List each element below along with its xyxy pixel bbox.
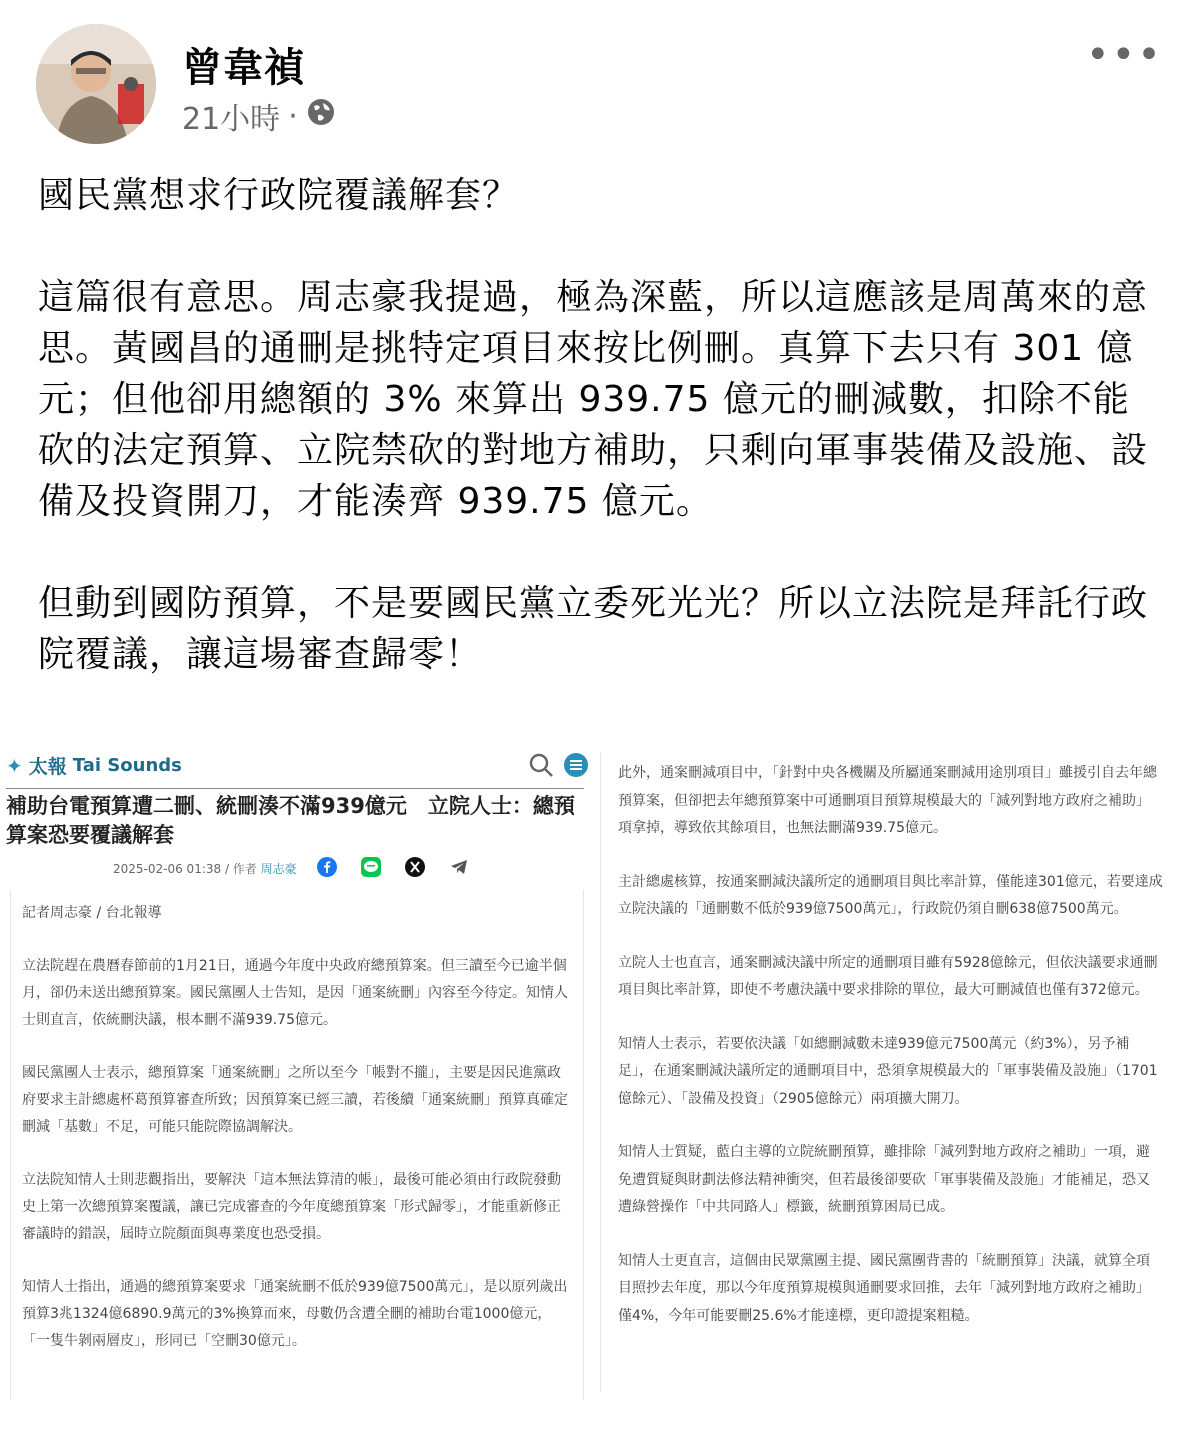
article-paragraph: 知情人士指出，通過的總預算案要求「通案統刪不低於939億7500萬元」，是以原列歲出預算3兆1324億6890.9萬元的3%換算而來，母數仍含遭全刪的補助台電1000億元，「一隻牛剝兩層皮」，形同已「空刪30億元」。 [22, 1279, 568, 1349]
article-body-left [22, 900, 570, 1381]
article-left-column [0, 752, 590, 1402]
site-name-en: Tai Sounds [72, 755, 182, 776]
post-paragraph: 但動到國防預算，不是要國民黨立委死光光？所以立法院是拜託行政院覆議，讓這場審查歸零！ [38, 583, 1149, 675]
article-paragraph: 知情人士更直言，這個由民眾黨團主提、國民黨團背書的「統刪預算」決議，就算全項目照抄去年度，那以今年度預算規模與通刪要求回推，去年「減列對地方政府之補助」僅4%，今年可能要刪25.6%才能達標，更印證提案粗糙。 [618, 1252, 1150, 1324]
facebook-icon [316, 856, 338, 878]
article-paragraph: 主計總處核算，按通案刪減決議所定的通刪項目與比率計算，僅能達301億元，若要達成立院決議的「通刪數不低於939億7500萬元」，行政院仍須自刪638億7500萬元。 [618, 873, 1163, 917]
byline-author: 周志豪 [260, 862, 297, 876]
article-body-right [618, 760, 1163, 1356]
attached-screenshot[interactable] [0, 752, 1179, 1402]
post-header [0, 0, 1179, 150]
article-right-column [600, 752, 1179, 1402]
search-icon [528, 752, 554, 778]
meta-separator: · [288, 98, 298, 134]
line-icon [360, 856, 382, 878]
more-icon[interactable]: ••• [1086, 32, 1163, 78]
article-paragraph: 知情人士質疑，藍白主導的立院統刪預算，雖排除「減列對地方政府之補助」一項，避免遭質疑與財劃法修法精神衝突，但若最後卻要砍「軍事裝備及設施」才能補足，恐又遭綠營操作「中共同路人」標籤，統刪預算困局已成。 [618, 1144, 1150, 1215]
article-paragraph: 知情人士表示，若要依決議「如總刪減數未達939億元7500萬元（約3%），另予補足」，在通案刪減決議所定的通刪項目中，恐須拿規模最大的「軍事裝備及設施」（1701億餘元）、「設備及投資」（2905億餘元）兩項擴大開刀。 [618, 1035, 1158, 1107]
post-paragraph: 這篇很有意思。周志豪我提過，極為深藍，所以這應該是周萬來的意思。黃國昌的通刪是挑特定項目來按比例刪。真算下去只有 301 億元；但他卻用總額的 3% 來算出 939.75 億元的刪減數，扣除不能砍的法定預算、立院禁砍的對地方補助，只剩向軍事裝備及設施、設備及投資開刀，才能湊齊 939.75 億元。 [38, 277, 1149, 522]
globe-icon [306, 97, 336, 135]
share-row [316, 856, 470, 878]
article-headline: 補助台電預算遭二刪、統刪湊不滿939億元 立院人士：總預算案恐要覆議解套 [6, 794, 575, 847]
site-logo-icon: ✦ [6, 753, 23, 778]
avatar[interactable] [36, 24, 156, 144]
article-date: 2025-02-06 01:38 / 作者 [113, 862, 257, 876]
article-byline [113, 860, 297, 877]
site-logo [6, 752, 182, 779]
article-paragraph: 立法院知情人士則悲觀指出，要解決「這本無法算清的帳」，最後可能必須由行政院發動史上第一次總預算案覆議，讓已完成審查的今年度總預算案「形式歸零」，才能重新修正審議時的錯誤，屆時立院顏面與專業度也恐受損。 [22, 1172, 561, 1242]
site-name: 太報 [28, 756, 67, 778]
article-paragraph: 記者周志豪 / 台北報導 [22, 905, 162, 921]
article-paragraph: 國民黨團人士表示，總預算案「通案統刪」之所以至今「帳對不攏」，主要是因民進黨政府要求主計總處杯葛預算審查所致；因預算案已經三讀，若後續「通案統刪」預算真確定刪減「基數」不足，可能只能院際協調解決。 [22, 1065, 568, 1135]
headline-divider [6, 788, 584, 789]
article-paragraph: 此外，通案刪減項目中，「針對中央各機關及所屬通案刪減用途別項目」雖援引自去年總預算案，但卻把去年總預算案中可通刪項目預算規模最大的「減列對地方政府之補助」項拿掉，導致依其餘項目，也無法刪滿939.75億元。 [618, 765, 1157, 836]
post-time[interactable]: 21小時 [182, 102, 281, 137]
x-icon [404, 856, 426, 878]
post-paragraph: 國民黨想求行政院覆議解套？ [38, 175, 520, 216]
article-paragraph: 立院人士也直言，通案刪減決議中所定的通刪項目雖有5928億餘元，但依決議要求通刪項目與比率計算，即使不考慮決議中要求排除的單位，最大可刪減值也僅有372億元。 [618, 954, 1158, 998]
post-meta [182, 94, 336, 138]
menu-icon [563, 752, 589, 778]
post-text [38, 170, 1148, 680]
article-paragraph: 立法院趕在農曆春節前的1月21日，通過今年度中央政府總預算案。但三讀至今已逾半個月，卻仍未送出總預算案。國民黨團人士告知，是因「通案統刪」內容至今待定。知情人士則直言，依統刪決議，根本刪不滿939.75億元。 [22, 958, 568, 1028]
telegram-icon [448, 856, 470, 878]
author-name[interactable]: 曾韋禎 [182, 45, 305, 91]
